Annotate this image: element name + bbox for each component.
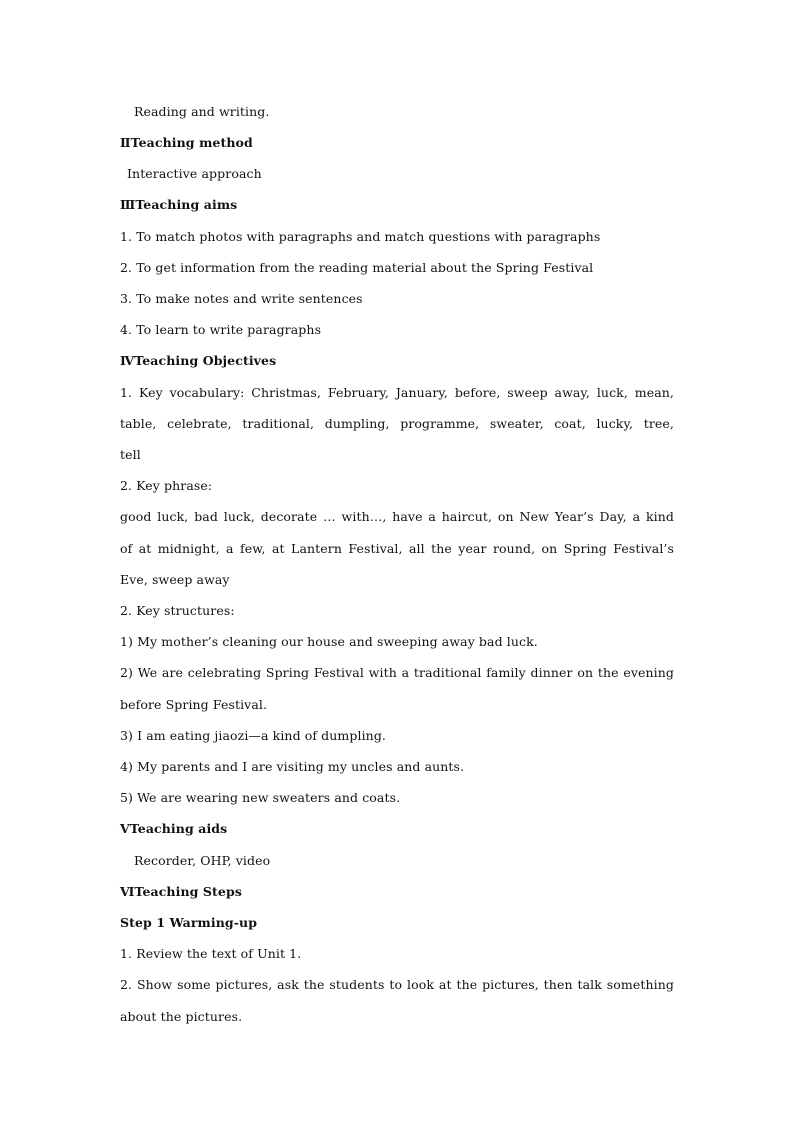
list-item: 4) My parents and I are visiting my uncles and aunts. [120, 759, 465, 774]
list-item: 3. To make notes and write sentences [120, 291, 363, 306]
text-line: 2. Key phrase: [120, 478, 213, 493]
section-heading: ⅤTeaching aids [120, 821, 228, 836]
text-line: of at midnight, a few, at Lantern Festival, all the year round, on Spring Festival’s [120, 541, 674, 556]
section-heading: ⅢTeaching aims [120, 197, 238, 212]
text-line: table, celebrate, traditional, dumpling, programme, sweater, coat, lucky, tree, [120, 416, 674, 431]
section-heading: ⅥTeaching Steps [120, 884, 242, 899]
text-line: Eve, sweep away [120, 572, 230, 587]
section-heading: ⅡTeaching method [120, 135, 253, 150]
text-line: 2. Key structures: [120, 603, 235, 618]
text-line: about the pictures. [120, 1009, 243, 1024]
list-item: 2. To get information from the reading material about the Spring Festival [120, 260, 594, 275]
text-line: 1. Key vocabulary: Christmas, February, January, before, sweep away, luck, mean, [120, 385, 674, 400]
list-item: 3) I am eating jiaozi—a kind of dumpling. [120, 728, 387, 743]
step-heading: Step 1 Warming-up [120, 915, 258, 930]
section-heading: ⅣTeaching Objectives [120, 353, 277, 368]
list-item: 1. Review the text of Unit 1. [120, 946, 302, 961]
text-line: good luck, bad luck, decorate … with…, have a haircut, on New Year’s Day, a kind [120, 509, 674, 524]
list-item: 2. Show some pictures, ask the students to look at the pictures, then talk something [120, 977, 674, 992]
list-item: 1. To match photos with paragraphs and match questions with paragraphs [120, 229, 601, 244]
list-item: 1) My mother’s cleaning our house and sweeping away bad luck. [120, 634, 538, 649]
text-line: Reading and writing. [134, 104, 270, 119]
list-item: 5) We are wearing new sweaters and coats. [120, 790, 401, 805]
text-line: Interactive approach [127, 166, 262, 181]
text-line: Recorder, OHP, video [134, 853, 271, 868]
text-line: tell [120, 447, 141, 462]
list-item: 2) We are celebrating Spring Festival with a traditional family dinner on the evening [120, 665, 674, 680]
text-line: before Spring Festival. [120, 697, 268, 712]
list-item: 4. To learn to write paragraphs [120, 322, 322, 337]
